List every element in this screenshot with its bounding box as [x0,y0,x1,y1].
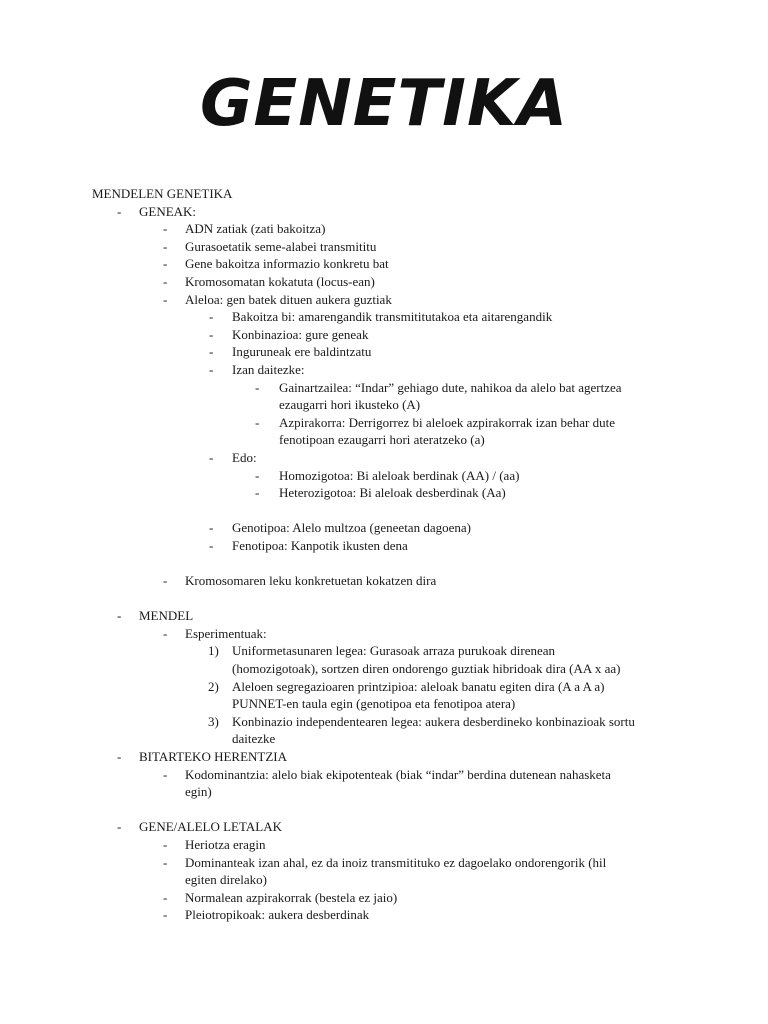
list-item-gene-alelo-letalak [92,818,692,836]
bullet-dash: - [163,273,168,289]
list-item-label: Kromosomatan kokatuta (locus-ean) [185,273,375,289]
list-number: 3) [208,713,219,729]
numbered-item [92,678,692,696]
list-item-label: Konbinazio independentearen legea: aukera desberdineko konbinazioak sortu [232,713,635,729]
list-item-label: Genotipoa: Alelo multzoa (geneetan dagoena) [232,520,471,536]
bullet-dash: - [117,819,122,835]
list-item-label: Konbinazioa: gure geneak [232,326,369,342]
list-item-label: Izan daitezke: [232,361,305,377]
bullet-dash: - [209,537,214,553]
list-item [92,836,692,854]
list-item [92,467,692,485]
list-item-bitarteko-herentzia [92,748,692,766]
list-item-label: BITARTEKO HERENTZIA [139,749,288,764]
list-item [92,343,692,361]
list-item [92,220,692,238]
numbered-item [92,713,692,731]
list-item-continuation: fenotipoan ezaugarri hori ateratzeko (a) [279,432,485,448]
list-item-continuation: daitezke [232,731,276,747]
list-item-label: Aleloa: gen batek dituen aukera guztiak [185,291,392,307]
list-item-label: Kodominantzia: alelo biak ekipotenteak (biak “indar” berdina dutenean nahasketa [185,766,611,782]
bullet-dash: - [209,344,214,360]
list-number: 2) [208,678,219,694]
list-item [92,238,692,256]
bullet-dash: - [117,749,122,764]
list-item-geneak [92,203,692,221]
bullet-dash: - [163,766,168,782]
list-item [92,361,692,379]
list-item-label: Pleiotropikoak: aukera desberdinak [185,907,370,923]
blank-line [92,502,692,520]
section-heading-mendelen-genetika: MENDELEN GENETIKA [92,186,233,201]
list-item-mendel [92,607,692,625]
list-item-label: Uniformetasunaren legea: Gurasoak arraza purukoak direnean [232,643,556,659]
list-item-label: Gainartzailea: “Indar” gehiago dute, nahikoa da alelo bat agertzea [279,379,622,395]
bullet-dash: - [163,889,168,905]
list-item-label: Fenotipoa: Kanpotik ikusten dena [232,537,408,553]
bullet-dash: - [163,573,168,589]
list-item-continuation: egiten direlako) [185,872,267,888]
list-item [92,273,692,291]
list-item-continuation: egin) [185,784,212,800]
list-item [92,449,692,467]
list-item-label: Edo: [232,449,257,465]
blank-line [92,590,692,608]
list-item-label: Kromosomaren leku konkretuetan kokatzen dira [185,573,437,589]
list-item-label: Homozigotoa: Bi aleloak berdinak (AA) / (aa) [279,467,520,483]
list-item-label: GENEAK: [139,203,197,219]
list-item-label: Heriotza eragin [185,836,266,852]
bullet-dash: - [163,256,168,272]
list-item-continuation: (homozigotoak), sortzen diren ondorengo guztiak hibridoak dira (AA x aa) [232,661,621,677]
bullet-dash: - [163,291,168,307]
list-item [92,625,692,643]
list-item-continuation: PUNNET-en taula egin (genotipoa eta fenotipoa atera) [232,696,516,712]
bullet-dash: - [255,485,260,501]
list-item [92,519,692,537]
list-item [92,379,692,397]
list-item [92,308,692,326]
list-item [92,291,692,309]
list-item-label: ADN zatiak (zati bakoitza) [185,221,326,237]
numbered-item [92,642,692,660]
bullet-dash: - [163,221,168,237]
bullet-dash: - [209,520,214,536]
list-item-label: GENE/ALELO LETALAK [139,819,283,835]
list-item [92,537,692,555]
list-item [92,484,692,502]
list-item-label: Dominanteak izan ahal, ez da inoiz transmitituko ez dagoelako ondorengorik (hil [185,854,607,870]
list-item-label: Aleloen segregazioaren printzipioa: aleloak banatu egiten dira (A a A a) [232,678,605,694]
blank-line [92,801,692,819]
document-body [92,185,692,924]
list-item-label: Normalean azpirakorrak (bestela ez jaio) [185,889,398,905]
bullet-dash: - [209,326,214,342]
bullet-dash: - [117,608,122,624]
bullet-dash: - [163,238,168,254]
list-item-label: Gene bakoitza informazio konkretu bat [185,256,389,272]
list-item-label: Esperimentuak: [185,625,267,641]
list-item-label: Bakoitza bi: amarengandik transmititutakoa eta aitarengandik [232,309,553,325]
list-item [92,889,692,907]
blank-line [92,554,692,572]
list-item-continuation: ezaugarri hori ikusteko (A) [279,397,421,413]
bullet-dash: - [255,379,260,395]
bullet-dash: - [163,854,168,870]
list-item-label: Azpirakorra: Derrigorrez bi aleloek azpirakorrak izan behar dute [279,414,616,430]
bullet-dash: - [255,467,260,483]
bullet-dash: - [117,203,122,219]
bullet-dash: - [209,309,214,325]
bullet-dash: - [255,414,260,430]
list-item [92,906,692,924]
list-item-label: Gurasoetatik seme-alabei transmititu [185,238,377,254]
list-item-label: Heterozigotoa: Bi aleloak desberdinak (Aa) [279,485,506,501]
list-item [92,572,692,590]
list-item [92,414,692,432]
list-item [92,326,692,344]
bullet-dash: - [163,907,168,923]
list-item-label: Inguruneak ere baldintzatu [232,344,372,360]
list-item [92,854,692,872]
list-item-label: MENDEL [139,608,194,624]
list-item [92,255,692,273]
bullet-dash: - [163,836,168,852]
bullet-dash: - [163,625,168,641]
bullet-dash: - [209,449,214,465]
list-item [92,766,692,784]
document-title: GENETIKA [199,67,569,141]
bullet-dash: - [209,361,214,377]
list-number: 1) [208,643,219,659]
